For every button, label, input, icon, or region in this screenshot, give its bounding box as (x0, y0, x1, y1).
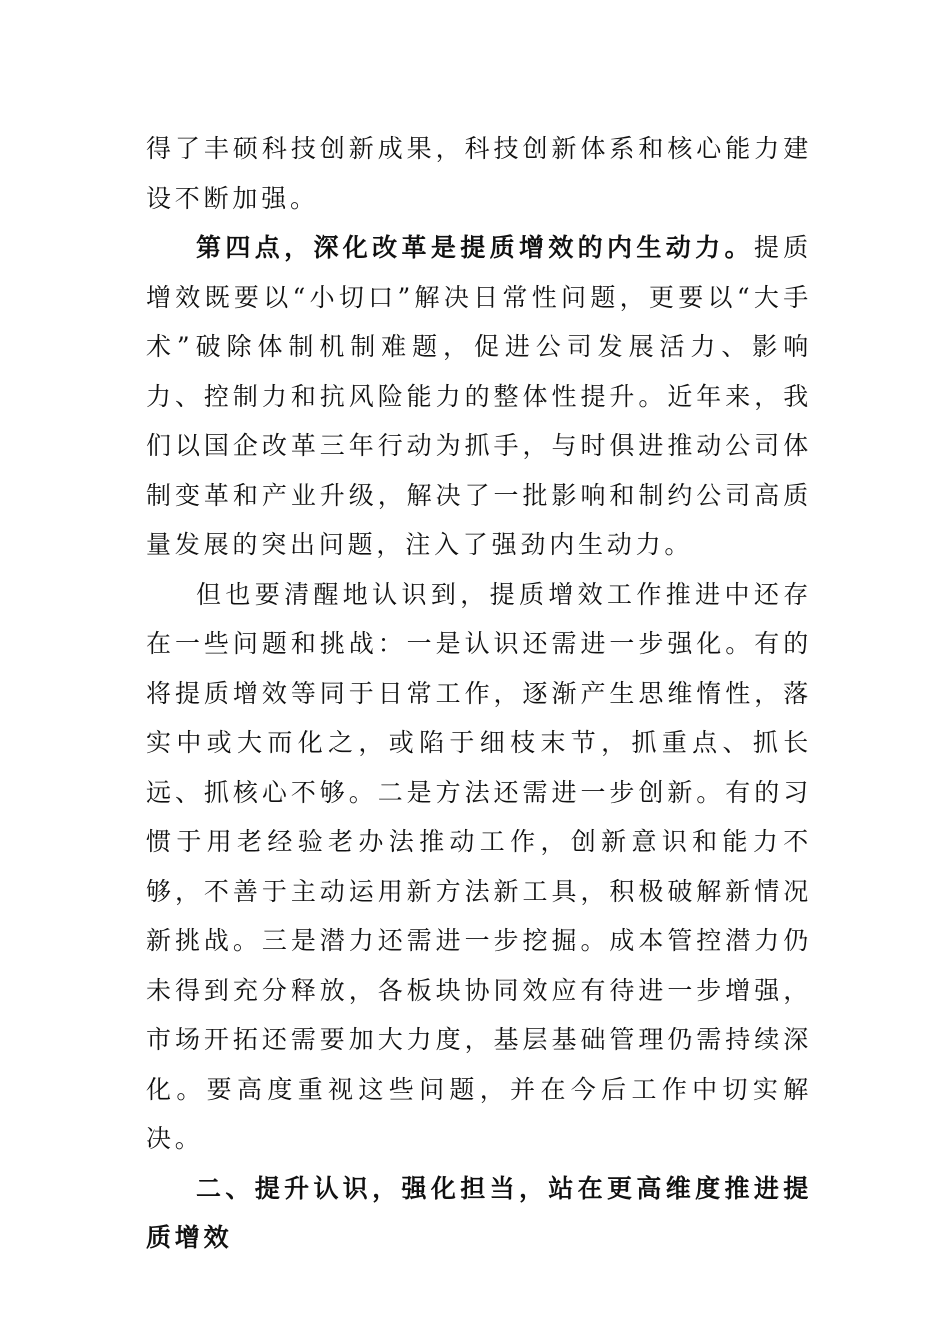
paragraph-point-four (146, 223, 812, 570)
section-heading: 二、提升认识，强化担当，站在更高维度推进提质增效 (146, 1173, 812, 1252)
paragraph-continuation: 得了丰硕科技创新成果，科技创新体系和核心能力建设不断加强。 (146, 134, 812, 213)
point-four-lead: 第四点，深化改革是提质增效的内生动力。 (196, 233, 754, 262)
point-four-body: 提质增效既要以“小切口”解决日常性问题，更要以“大手术”破除体制机制难题，促进公司发展活力、影响力、控制力和抗风险能力的整体性提升。近年来，我们以国企改革三年行动为抓手，与时俱进推动公司体制变革和产业升级，解决了一批影响和制约公司高质量发展的突出问题，注入了强劲内生动力。 (146, 233, 813, 559)
document-page (146, 124, 812, 1263)
paragraph-challenges: 但也要清醒地认识到，提质增效工作推进中还存在一些问题和挑战：一是认识还需进一步强化。有的将提质增效等同于日常工作，逐渐产生思维惰性，落实中或大而化之，或陷于细枝末节，抓重点、抓长远、抓核心不够。二是方法还需进一步创新。有的习惯于用老经验老办法推动工作，创新意识和能力不够，不善于主动运用新方法新工具，积极破解新情况新挑战。三是潜力还需进一步挖掘。成本管控潜力仍未得到充分释放，各板块协同效应有待进一步增强，市场开拓还需要加大力度，基层基础管理仍需持续深化。要高度重视这些问题，并在今后工作中切实解决。 (146, 579, 812, 1153)
